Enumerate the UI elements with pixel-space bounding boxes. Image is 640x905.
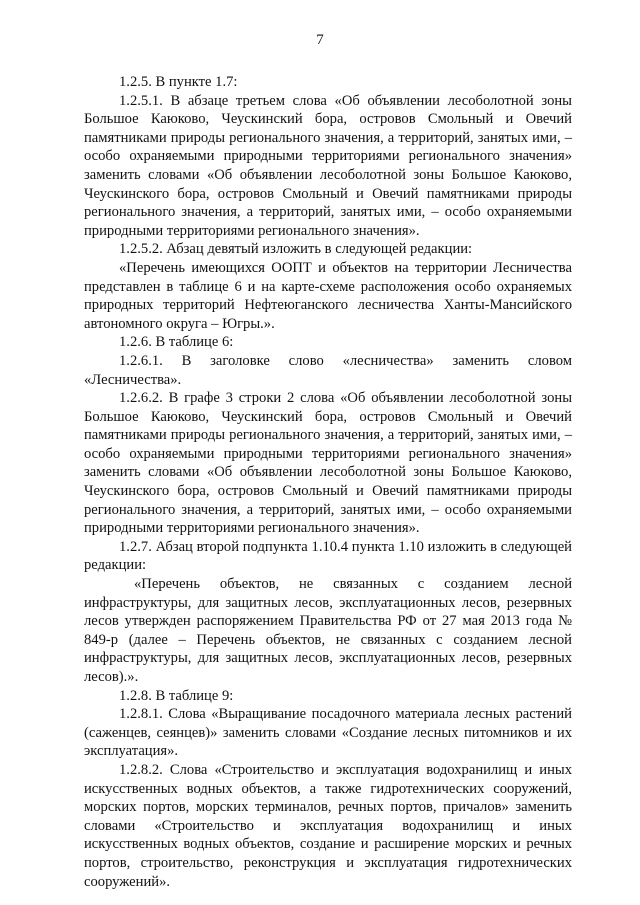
paragraph: 1.2.5.1. В абзаце третьем слова «Об объявлении лесоболотной зоны Большое Каюково, Чеускинский бора, островов Смольный и Овечий памятниками природы регионального значения, а территорий, занятых ими, – особо охраняемыми природными территориями регионального значения» заменить словами «Об объявлении лесоболотной зоны Большое Каюково, Чеускинского бора, островов Смольный и Овечий памятниками природы регионального значения, а территорий, занятых ими, – особо охраняемыми природными территориями регионального значения». (84, 92, 572, 239)
paragraph: 1.2.5. В пункте 1.7: (119, 74, 238, 90)
paragraph: 1.2.8.1. Слова «Выращивание посадочного материала лесных растений (саженцев, сеянцев)» заменить словами «Создание лесных питомников и их эксплуатация». (84, 706, 572, 760)
paragraph: 1.2.8. В таблице 9: (119, 687, 234, 704)
paragraph: «Перечень объектов, не связанных с созданием лесной инфраструктуры, для защитных лесов, эксплуатационных лесов, резервных лесов утвержден распоряжением Правительства РФ от 27 мая 2013 года № 849-р (далее – Перечень объектов, не связанных с созданием лесной инфраструктуры, для защитных лесов, эксплуатационных лесов, резервных лесов).». (84, 576, 572, 685)
paragraph: 1.2.6.1. В заголовке слово «лесничества» заменить словом «Лесничества». (84, 352, 572, 388)
page-number: 7 (316, 32, 324, 48)
paragraph: 1.2.6.2. В графе 3 строки 2 слова «Об объявлении лесоболотной зоны Большое Каюково, Чеускинский бора, островов Смольный и Овечий памятниками природы регионального значения, а территорий, занятых ими, – особо охраняемыми природными территориями регионального значения» заменить словами «Об объявлении лесоболотной зоны Большое Каюково, Чеускинского бора, островов Смольный и Овечий памятниками природы регионального значения, а территорий, занятых ими, – особо охраняемыми природными территориями регионального значения». (84, 390, 572, 537)
paragraph: 1.2.7. Абзац второй подпункта 1.10.4 пункта 1.10 изложить в следующей редакции: (84, 538, 572, 574)
document-body (84, 73, 572, 891)
paragraph: 1.2.8.2. Слова «Строительство и эксплуатация водохранилищ и иных искусственных водных объектов, а также гидротехнических сооружений, морских портов, морских терминалов, речных портов, причалов» заменить словами «Строительство и эксплуатация водохранилищ и иных искусственных водных объектов, создание и расширение морских и речных портов, строительство, реконструкция и эксплуатация гидротехнических сооружений». (84, 761, 572, 890)
paragraph: «Перечень имеющихся ООПТ и объектов на территории Лесничества представлен в таблице 6 и на карте-схеме расположения особо охраняемых природных территорий Нефтеюганского лесничества Ханты-Мансийского автономного округа – Югры.». (84, 259, 572, 332)
paragraph: 1.2.5.2. Абзац девятый изложить в следующей редакции: (119, 241, 473, 258)
paragraph: 1.2.6. В таблице 6: (119, 334, 234, 351)
